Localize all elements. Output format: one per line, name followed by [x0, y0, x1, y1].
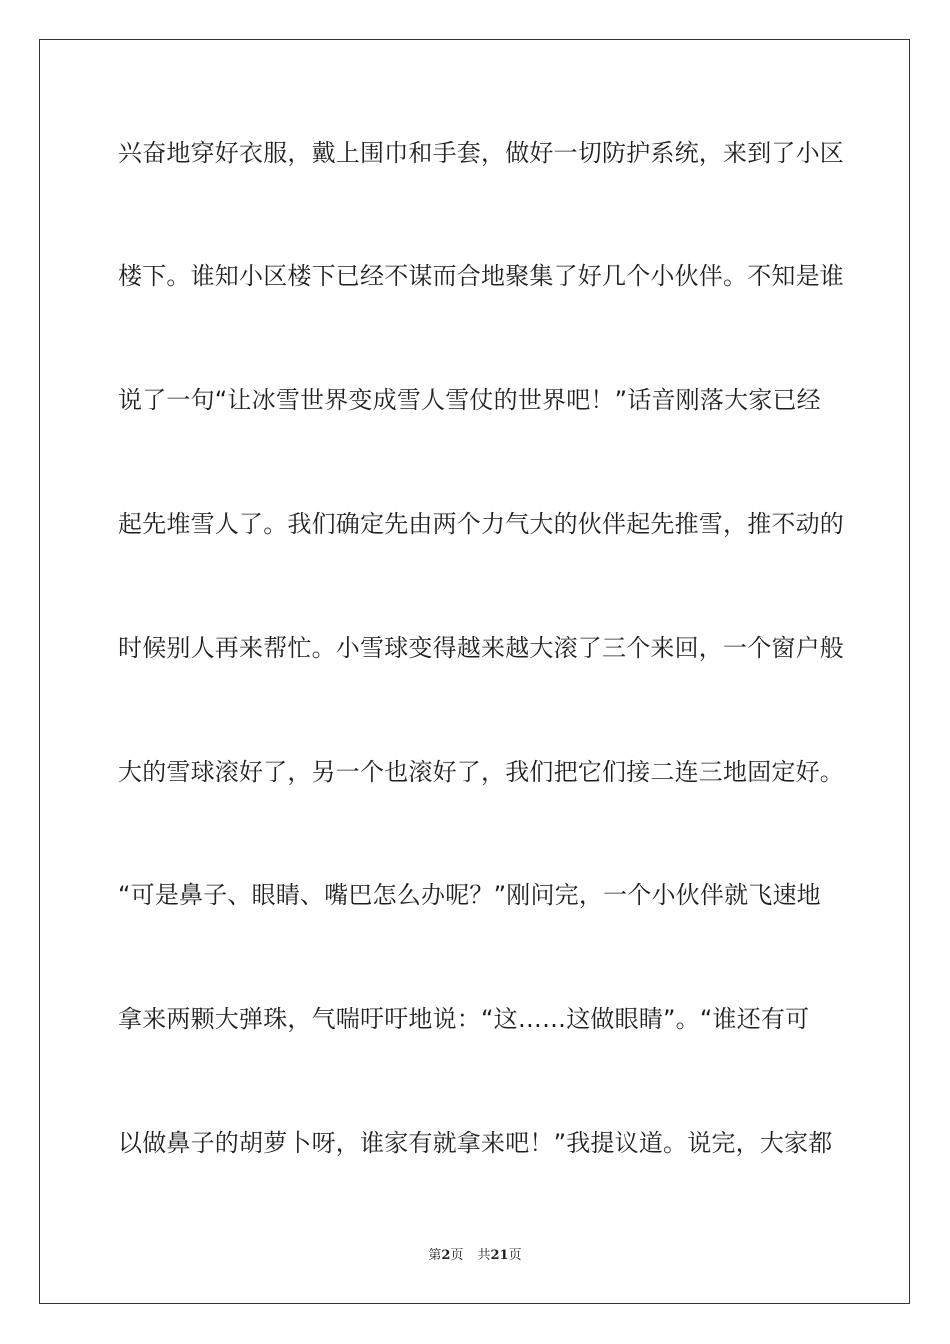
page-border [39, 39, 910, 1304]
body-text-line: 起先堆雪人了。我们确定先由两个力气大的伙伴起先推雪，推不动的 [118, 510, 844, 538]
body-text-line: “可是鼻子、眼睛、嘴巴怎么办呢？”刚问完，一个小伙伴就飞速地 [118, 881, 821, 909]
body-text-line: 以做鼻子的胡萝卜呀，谁家有就拿来吧！”我提议道。说完，大家都 [118, 1129, 833, 1157]
body-text-line: 说了一句“让冰雪世界变成雪人雪仗的世界吧！”话音刚落大家已经 [118, 386, 821, 414]
total-pages-number: 21 [490, 1248, 509, 1263]
body-text-line: 兴奋地穿好衣服，戴上围巾和手套，做好一切防护系统，来到了小区 [118, 139, 844, 167]
total-pages-indicator [477, 1248, 521, 1263]
body-text-line: 时候别人再来帮忙。小雪球变得越来越大滚了三个来回，一个窗户般 [118, 634, 844, 662]
body-text-line: 大的雪球滚好了，另一个也滚好了，我们把它们接二连三地固定好。 [118, 758, 844, 786]
body-text-line: 楼下。谁知小区楼下已经不谋而合地聚集了好几个小伙伴。不知是谁 [118, 262, 844, 290]
body-text-line: 拿来两颗大弹珠，气喘吁吁地说：“这……这做眼睛”。“谁还有可 [118, 1005, 810, 1033]
page-prefix: 第 [428, 1248, 442, 1263]
page-indicator [428, 1248, 463, 1263]
page-suffix: 页 [450, 1248, 464, 1263]
total-suffix: 页 [508, 1248, 522, 1263]
page-number: 2 [441, 1248, 451, 1263]
total-prefix: 共 [477, 1248, 491, 1263]
page-footer [0, 1247, 950, 1265]
